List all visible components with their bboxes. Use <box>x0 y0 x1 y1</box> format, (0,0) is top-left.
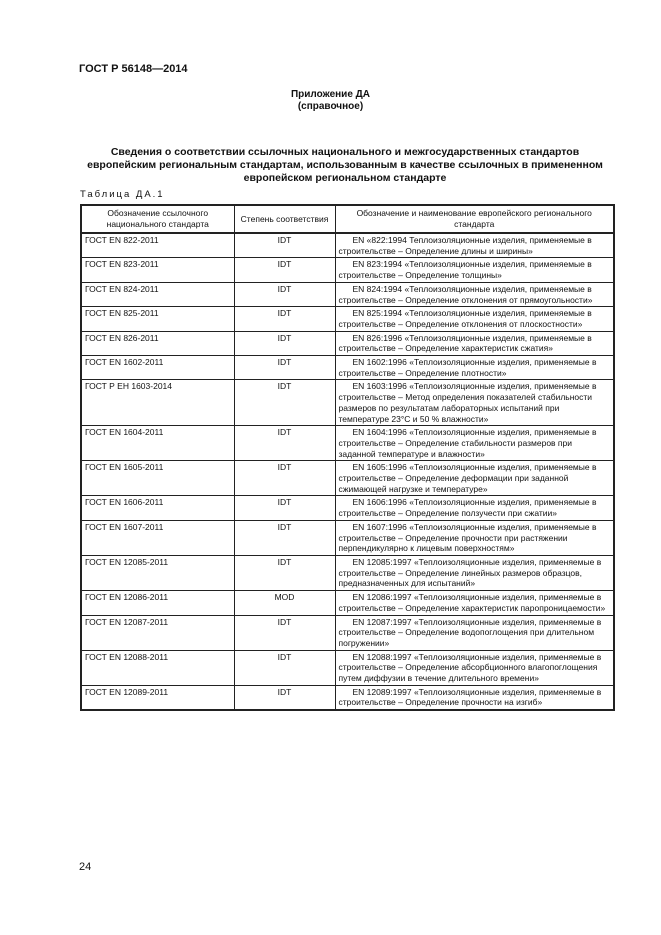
cell-national-standard: ГОСТ EN 1606-2011 <box>81 496 234 520</box>
cell-national-standard: ГОСТ EN 12085-2011 <box>81 555 234 590</box>
cell-european-standard: EN 823:1994 «Теплоизоляционные изделия, применяемые в строительстве – Определение толщины» <box>335 258 614 282</box>
cell-european-standard: EN 12088:1997 «Теплоизоляционные изделия, применяемые в строительстве – Определение абсорбционного влагопоглощения путем диффузии в течение длительного времени» <box>335 650 614 685</box>
cell-degree-of-conformity: IDT <box>234 461 335 496</box>
cell-national-standard: ГОСТ EN 1604-2011 <box>81 426 234 461</box>
table-row <box>81 258 614 282</box>
cell-european-standard: EN 1603:1996 «Теплоизоляционные изделия, применяемые в строительстве – Метод определения показателей стабильности размеров по результатам лабораторных испытаний при температуре 23°С и 50 % влажности» <box>335 380 614 426</box>
page-header-standard: ГОСТ Р 56148—2014 <box>79 63 188 75</box>
cell-european-standard: EN «822:1994 Теплоизоляционные изделия, применяемые в строительстве – Определение длины и ширины» <box>335 233 614 258</box>
table-row <box>81 331 614 355</box>
cell-degree-of-conformity: IDT <box>234 426 335 461</box>
table-row <box>81 426 614 461</box>
table-row <box>81 685 614 710</box>
cell-degree-of-conformity: IDT <box>234 650 335 685</box>
cell-european-standard: EN 824:1994 «Теплоизоляционные изделия, применяемые в строительстве – Определение отклонения от прямоугольности» <box>335 282 614 306</box>
cell-european-standard: EN 12089:1997 «Теплоизоляционные изделия, применяемые в строительстве – Определение прочности на изгиб» <box>335 685 614 710</box>
appendix-subtitle: (справочное) <box>297 101 364 112</box>
cell-degree-of-conformity: IDT <box>234 496 335 520</box>
cell-european-standard: EN 1606:1996 «Теплоизоляционные изделия, применяемые в строительстве – Определение ползучести при сжатии» <box>335 496 614 520</box>
cell-european-standard: EN 12086:1997 «Теплоизоляционные изделия, применяемые в строительстве – Определение характеристик паропроницаемости» <box>335 591 614 615</box>
cell-national-standard: ГОСТ EN 825-2011 <box>81 307 234 331</box>
appendix-heading <box>0 89 661 113</box>
cell-national-standard: ГОСТ EN 12088-2011 <box>81 650 234 685</box>
cell-degree-of-conformity: IDT <box>234 615 335 650</box>
table-row <box>81 615 614 650</box>
cell-degree-of-conformity: IDT <box>234 356 335 380</box>
cell-european-standard: EN 1602:1996 «Теплоизоляционные изделия, применяемые в строительстве – Определение плотности» <box>335 356 614 380</box>
table-row <box>81 496 614 520</box>
table-caption: Таблица ДА.1 <box>80 189 165 200</box>
cell-degree-of-conformity: IDT <box>234 233 335 258</box>
cell-national-standard: ГОСТ EN 12087-2011 <box>81 615 234 650</box>
cell-european-standard: EN 12087:1997 «Теплоизоляционные изделия, применяемые в строительстве – Определение водопоглощения при длительном погружении» <box>335 615 614 650</box>
table-row <box>81 461 614 496</box>
cell-european-standard: EN 826:1996 «Теплоизоляционные изделия, применяемые в строительстве – Определение характеристик сжатия» <box>335 331 614 355</box>
table-row <box>81 520 614 555</box>
table-row <box>81 356 614 380</box>
table-row <box>81 307 614 331</box>
cell-degree-of-conformity: IDT <box>234 331 335 355</box>
cell-degree-of-conformity: IDT <box>234 258 335 282</box>
cell-degree-of-conformity: MOD <box>234 591 335 615</box>
cell-european-standard: EN 1607:1996 «Теплоизоляционные изделия, применяемые в строительстве – Определение прочности при растяжении перпендикулярно к лицевым поверхностям» <box>335 520 614 555</box>
cell-degree-of-conformity: IDT <box>234 685 335 710</box>
table-row <box>81 233 614 258</box>
cell-degree-of-conformity: IDT <box>234 380 335 426</box>
column-header-degree: Степень соответствия <box>234 205 335 233</box>
cell-european-standard: EN 1605:1996 «Теплоизоляционные изделия, применяемые в строительстве – Определение деформации при заданной сжимающей нагрузке и температуре» <box>335 461 614 496</box>
table-row <box>81 380 614 426</box>
cell-european-standard: EN 825:1994 «Теплоизоляционные изделия, применяемые в строительстве – Определение отклонения от плоскостности» <box>335 307 614 331</box>
cell-national-standard: ГОСТ EN 12086-2011 <box>81 591 234 615</box>
table-row <box>81 591 614 615</box>
cell-national-standard: ГОСТ EN 12089-2011 <box>81 685 234 710</box>
table-row <box>81 555 614 590</box>
table-body <box>81 233 614 710</box>
document-title: Сведения о соответствии ссылочных национального и межгосударственных стандартов европейским региональным стандартам, использованным в качестве ссылочных в примененном европейском региональном стандарте <box>87 146 603 184</box>
cell-degree-of-conformity: IDT <box>234 555 335 590</box>
appendix-title: Приложение ДА <box>290 89 371 100</box>
table-header-row <box>81 205 614 233</box>
cell-national-standard: ГОСТ EN 826-2011 <box>81 331 234 355</box>
cell-degree-of-conformity: IDT <box>234 282 335 306</box>
cell-degree-of-conformity: IDT <box>234 520 335 555</box>
cell-national-standard: ГОСТ EN 1602-2011 <box>81 356 234 380</box>
cell-national-standard: ГОСТ Р ЕН 1603-2014 <box>81 380 234 426</box>
standards-table <box>80 204 615 711</box>
cell-degree-of-conformity: IDT <box>234 307 335 331</box>
cell-european-standard: EN 1604:1996 «Теплоизоляционные изделия, применяемые в строительстве – Определение стабильности размеров при заданной температуре и влажности» <box>335 426 614 461</box>
cell-national-standard: ГОСТ EN 1607-2011 <box>81 520 234 555</box>
table-row <box>81 650 614 685</box>
cell-national-standard: ГОСТ EN 823-2011 <box>81 258 234 282</box>
cell-national-standard: ГОСТ EN 824-2011 <box>81 282 234 306</box>
column-header-national: Обозначение ссылочного национального стандарта <box>81 205 234 233</box>
page-number: 24 <box>79 861 92 873</box>
column-header-european: Обозначение и наименование европейского регионального стандарта <box>335 205 614 233</box>
cell-national-standard: ГОСТ EN 822-2011 <box>81 233 234 258</box>
table-row <box>81 282 614 306</box>
cell-european-standard: EN 12085:1997 «Теплоизоляционные изделия, применяемые в строительстве – Определение линейных размеров образцов, предназначенных для испытаний» <box>335 555 614 590</box>
cell-national-standard: ГОСТ EN 1605-2011 <box>81 461 234 496</box>
